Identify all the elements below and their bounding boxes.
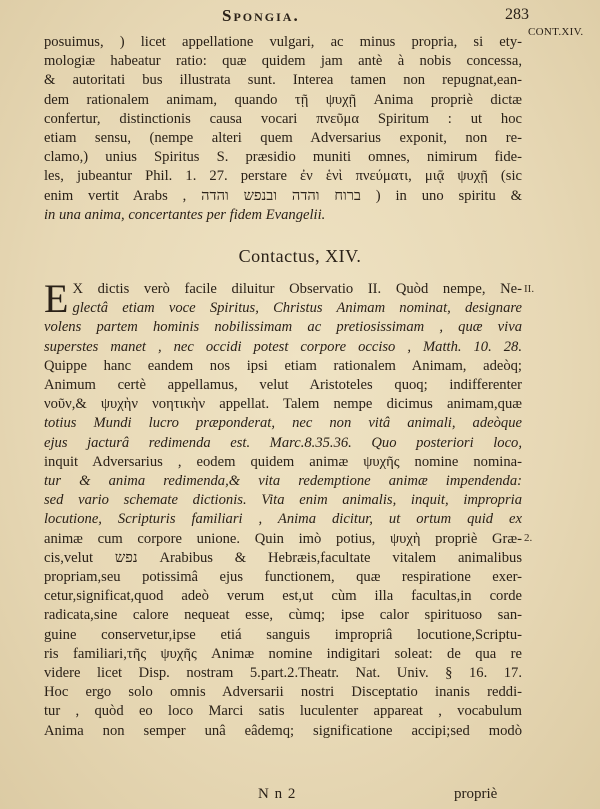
- margin-note: II.: [524, 283, 535, 295]
- text-line: sed vario schemate dictionis. Vita enim animalis, inquit, impropria: [44, 492, 522, 509]
- text-line: ejus jacturâ redimenda est. Marc.8.35.36. Quo posteriori loco,: [44, 434, 522, 451]
- text-line: radicata,sine calore nequeat esse, cùmq; ipse calor spirituoso san-: [44, 607, 522, 624]
- text-line: inquit Adversarius , eodem quidem animæ ψυχῆς nomine nomina-: [44, 453, 522, 470]
- text-line: tur & anima redimenda,& vita redemptione animæ impendenda:: [44, 473, 522, 490]
- text-line: etiam sensu, (nempe alteri quem Adversarius exponit, non re-: [44, 130, 522, 147]
- text-line: posuimus, ) licet appellatione vulgari, ac minus propria, si ety-: [44, 34, 522, 50]
- text-line: guine conservetur,ipse etiá sanguis impropriâ locutione,Scriptu-: [44, 626, 522, 643]
- page-footer: [0, 786, 600, 808]
- section-heading: Contactus, XIV.: [238, 246, 362, 266]
- catchword: propriè: [454, 786, 498, 802]
- text-line: totius Mundi lucro præponderat, nec non vitâ animali, adeòque: [44, 415, 522, 432]
- text-line: Hoc ergo solo omnis Adversarii nostri Disceptatio inanis reddi-: [44, 684, 522, 701]
- paragraph-continued: [44, 33, 522, 225]
- page-number: 283: [505, 6, 529, 23]
- text-line: νοῦν,& ψυχὴν νοητικὴν appellat. Talem nempe dicimus animam,quæ: [44, 396, 522, 413]
- text-line: Animum certè appellamus, velut Aristoteles quoq; indifferenter: [44, 377, 522, 394]
- text-line: glectâ etiam voce Spiritus, Christus Animam nominat, designare: [72, 300, 522, 317]
- running-head: Spongia.: [222, 6, 300, 25]
- drop-cap: E: [44, 276, 69, 321]
- text-line: tur , quòd eo loco Marci satis luculenter appareat , vocabulum: [44, 703, 522, 720]
- text-line: confertur, distinctionis causa vocari πνεῦμα Spiritum : ut hoc: [44, 110, 522, 127]
- text-line: locutione, Scripturis familiari , Anima dicitur, ut ortum quid ex: [44, 511, 522, 528]
- page-header: [0, 4, 600, 26]
- margin-note: 2.: [524, 532, 533, 544]
- margin-marker: CONT.XIV.: [528, 26, 584, 38]
- text-line: Quippe hanc eandem nos ipsi etiam rationalem Animam, adeòq;: [44, 357, 522, 374]
- text-line: dem rationalem animam, quando τῇ ψυχῇ Anima propriè dictæ: [44, 91, 522, 108]
- text-line: cetur,significat,quod adeò verum est,ut cùm illa facultas,in corde: [44, 588, 522, 605]
- paragraph-observation: [44, 276, 522, 741]
- text-line: videre licet Disp. nostram 5.part.2.Theatr. Nat. Univ. § 16. 17.: [44, 665, 522, 682]
- text-line: & autoritati bus illustrata sunt. Interea tamen non repugnat,ean-: [44, 72, 522, 89]
- text-line: Anima non semper unâ eâdemq; significatione accipi;sed modò: [44, 722, 522, 739]
- text-line: ris familiari,τῆς ψυχῆς Animæ nomine indigitari soleat: de qua re: [44, 645, 522, 662]
- text-line: mologiæ habeatur ratio: quæ quidem jam antè à nobis concessa,: [44, 53, 522, 70]
- text-line: clamo,) unius Spiritus S. præsidio muniti omnes, nimirum fide-: [44, 149, 522, 166]
- text-line: superstes manet , nec occidi potest corpore occiso , Matth. 10. 28.: [44, 338, 522, 355]
- signature-mark: N n 2: [258, 786, 297, 802]
- text-line: in una anima, concertantes per fidem Evangelii.: [44, 206, 326, 223]
- text-line: cis,velut נפש Arabibus & Hebræis,facultate vitalem animalibus: [44, 549, 522, 566]
- text-line: animæ cum corpore unione. Quin imò potius, ψυχὴ propriè Græ-: [44, 530, 522, 547]
- text-line: les, jubeantur Phil. 1. 27. perstare ἐν ἑνὶ πνεύματι, μιᾷ ψυχῇ (sic: [44, 168, 522, 185]
- text-line: enim vertit Arabs , ברוח והדה ובנפש והדה ) in uno spiritu &: [44, 187, 522, 204]
- text-line: volens partem hominis nobilissimam ac pretiosissimam , quæ viva: [44, 319, 522, 336]
- text-line: X dictis verò facile diluitur Observatio II. Quòd nempe, Ne-: [72, 281, 522, 297]
- text-line: propriam,seu potissimâ ejus functionem, quæ respiratione exer-: [44, 569, 522, 586]
